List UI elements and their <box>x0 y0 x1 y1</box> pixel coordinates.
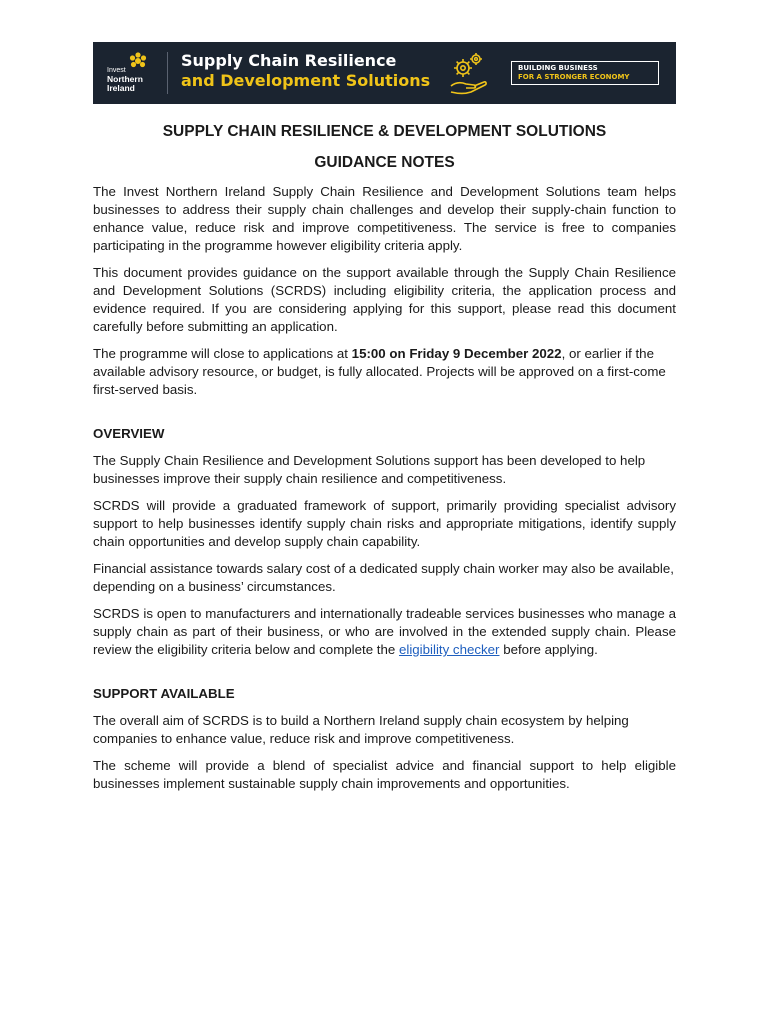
banner-divider <box>167 52 168 94</box>
document-subtitle: GUIDANCE NOTES <box>314 154 455 171</box>
closing-text-after: , or earlier if the available advisory resource, or budget, is fully allocated. Projects will be approved on a first-come first-served basis. <box>93 346 666 397</box>
banner-title-line1: Supply Chain Resilience <box>181 51 397 70</box>
document-body <box>93 120 676 802</box>
support-paragraph-1: The overall aim of SCRDS is to build a Northern Ireland supply chain ecosystem by helping companies to enhance value, reduce risk and improve competitiveness. <box>93 713 629 746</box>
intro-paragraph-1: The Invest Northern Ireland Supply Chain Resilience and Development Solutions team helps businesses to address their supply chain challenges and develop their supply-chain function to enhance value, reduce risk and improve competitiveness. The service is free to companies participating in the programme however eligibility criteria apply. <box>93 184 676 253</box>
invest-ni-logo <box>105 52 165 94</box>
logo-line1: Invest <box>107 67 126 74</box>
header-banner <box>93 42 676 104</box>
closing-date-paragraph <box>93 345 676 399</box>
overview-paragraph-1: The Supply Chain Resilience and Development Solutions support has been developed to help businesses improve their supply chain resilience and competitiveness. <box>93 453 646 486</box>
intro-paragraph-2: This document provides guidance on the support available through the Supply Chain Resilience and Development Solutions (SCRDS) including eligibility criteria, the application process and evidence required. If you are considering applying for this support, please read this document carefully before submitting an application. <box>93 265 676 334</box>
support-heading: SUPPORT AVAILABLE <box>93 686 235 701</box>
overview-heading: OVERVIEW <box>93 426 165 441</box>
banner-tagline <box>511 61 659 85</box>
eligibility-text-after: before applying. <box>499 642 598 657</box>
tagline-line1: BUILDING BUSINESS <box>518 64 598 72</box>
eligibility-paragraph <box>93 605 676 659</box>
logo-line2: Northern <box>107 74 143 84</box>
banner-title <box>181 51 430 91</box>
overview-paragraph-3: Financial assistance towards salary cost of a dedicated supply chain worker may also be available, depending on a business’ circumstances. <box>93 561 674 594</box>
gears-hand-icon <box>445 48 495 98</box>
logo-line3: Ireland <box>107 83 135 93</box>
closing-text-before: The programme will close to applications at <box>93 346 352 361</box>
overview-paragraph-2: SCRDS will provide a graduated framework of support, primarily providing specialist advisory support to help businesses identify supply chain risks and appropriate mitigations, identify supply chain opportunities and develop supply chain capability. <box>93 498 676 549</box>
closing-date: 15:00 on Friday 9 December 2022 <box>351 346 562 361</box>
support-paragraph-2: The scheme will provide a blend of specialist advice and financial support to help eligible businesses implement sustainable supply chain improvements and opportunities. <box>93 758 676 791</box>
banner-title-line2: and Development Solutions <box>181 71 431 90</box>
eligibility-text-before: SCRDS is open to manufacturers and internationally tradeable services businesses who manage a supply chain as part of their business, or who are involved in the extended supply chain. Please review the eligibility criteria below and complete the <box>93 606 676 657</box>
document-title: SUPPLY CHAIN RESILIENCE & DEVELOPMENT SOLUTIONS <box>162 123 607 140</box>
tagline-line2: FOR A STRONGER ECONOMY <box>518 73 630 81</box>
eligibility-checker-link[interactable]: eligibility checker <box>398 642 500 657</box>
